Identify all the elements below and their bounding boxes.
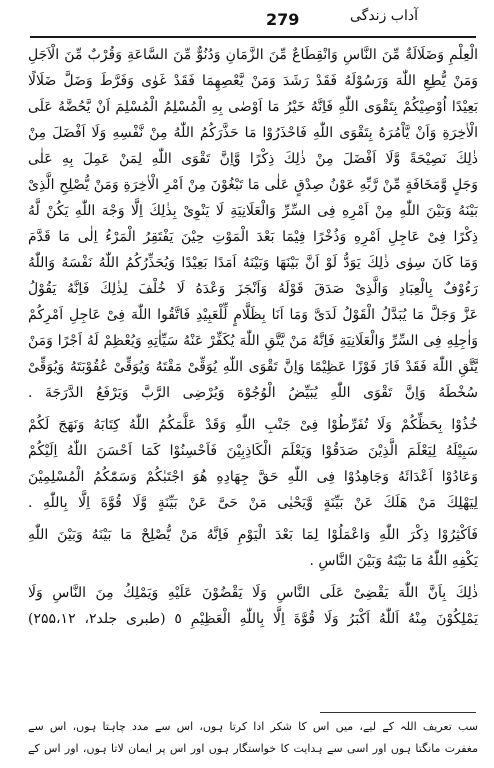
text-line: يَمْلِكُوْنَ مِنْهُ اَللّٰهُ اَكْبَرُ وَلَا قُوَّةَ اِلَّا بِاللّٰهِ الْعَظِيْمِ ٥ (طبری جلد۲، ۲۵۵،۱۲) — [28, 611, 478, 627]
paragraph — [28, 42, 478, 406]
text-line: لِيَهْلِكَ مَنْ هَلَكَ عَنْ بَيِّنَةٍ وَّيَحْيٰى مَنْ حَىَّ عَنْ بَيِّنَةٍ وَّلَا قُوَّةَ اِلَّا بِاللّٰهِ . — [28, 495, 478, 511]
text-line: وَعَادُوْا اَعْدَائَهُ وَجَاهِدُوْا فِى اللّٰهِ حَقَّ جِهَادِهِ هُوَ اجْتَبٰكُمْ وَسَمّٰكُمُ الْمُسْلِمِيْنَ — [28, 469, 478, 485]
urdu-translation — [28, 716, 478, 760]
text-line: بَعِيْدًا اُوْصِيْكُمْ بِتَقْوَى اللّٰهِ فَاِنَّهُ خَيْرُ مَا اَوْصٰى بِهِ الْمُسْلِمُ الْمُسْلِمَ اَنْ يَّحُضَّهُ عَلَى — [28, 99, 478, 115]
text-line: رَءُوْفٌ بِالْعِبَادِ وَالَّذِىْ صَدَقَ قَوْلَهُ وَاَنْجَزَ وَعْدَهُ لَا خُلْفَ لِذٰلِكَ فَاِنَّهُ يَقُوْلُ — [28, 281, 478, 297]
text-line: سَبِيْلَهُ لِيَعْلَمَ الَّذِيْنَ صَدَقُوْا وَيَعْلَمَ الْكَاذِبِيْنَ فَاَحْسِنُوْا كَمَا اَحْسَنَ اللّٰهُ اِلَيْكُمْ — [28, 443, 478, 459]
text-line: سُخْطَهُ وَاِنَّ تَقْوَى اللّٰهِ يُبَيِّضُ الْوُجُوْهَ وَيُرْضِى الرَّبَّ وَيَرْفَعُ الدَّرَجَةَ . — [28, 385, 478, 401]
text-line: خُذُوْا بِحَظِّكُمْ وَلَا تُفَرِّطُوْا فِىْ جَنْبِ اللّٰهِ وَقَدْ عَلَّمَكُمُ اللّٰهُ كِتَابَهُ وَنَهَجَ لَكُمْ — [28, 417, 478, 433]
text-line: فَاَكْثِرُوْا ذِكْرَ اللّٰهِ وَاعْمَلُوْا لِمَا بَعْدَ الْيَوْمِ فَاِنَّهُ مَنْ يُّصْلِحْ مَا بَيْنَهُ وَبَيْنَ اللّٰهِ — [28, 527, 478, 543]
translation-line: سب تعریف اللہ کے لیے، میں اس کا شکر ادا کرتا ہوں، اس سے مدد چاہتا ہوں، اس سے — [28, 720, 478, 733]
text-line: ذٰلِكَ نَصِيْحَةً وَّلَا اَفْضَلَ مِنْ ذٰلِكَ ذِكْرًا وَّاِنَّ تَقْوَى اللّٰهِ لِمَنْ عَمِلَ بِهِ عَلٰى — [28, 151, 478, 167]
paragraph — [28, 412, 478, 516]
paragraph — [28, 522, 478, 574]
text-line: وَجَلٍ وَّمَخَافَةٍ مِّنْ رَّبِّهِ عَوْنُ صِدْقٍ عَلٰى مَا تَبْغُوْنَ مِنْ اَمْرِ الْاٰخِرَةِ وَمَنْ يُّصْلِحِ الَّذِىْ — [28, 177, 478, 193]
footnote-divider — [320, 712, 476, 713]
page-number: 279 — [266, 10, 300, 29]
text-line: وَاٰجِلِهِ فِى السِّرِّ وَالْعَلَانِيَةِ فَاِنَّهُ مَنْ يَّتَّقِ اللّٰهَ يُكَفِّرْ عَنْهُ سَيِّاٰتِهِ وَيُعْظِمْ لَهُ اَجْرًا وَمَنْ — [28, 333, 478, 349]
running-title: آداب زندگی — [350, 8, 418, 24]
arabic-body-text — [28, 42, 478, 632]
text-line: وَمَا كَانَ سِوٰى ذٰلِكَ يَوَدُّ لَوْ اَنَّ بَيْنَهَا وَبَيْنَهُ اَمَدًا بَعِيْدًا وَيُحَذِّرُكُمُ اللّٰهُ نَفْسَهُ وَاللّٰهُ — [28, 255, 478, 271]
text-line: يَكْفِهِ اللّٰهُ مَا بَيْنَهُ وَبَيْنَ النَّاسِ . — [309, 553, 478, 569]
text-line: عَزَّ وَجَلَّ مَا يُبَدَّلُ الْقَوْلُ لَدَىَّ وَمَا اَنَا بِظَلَّامٍ لِّلْعَبِيْدِ فَاتَّقُوا اللّٰهَ فِىْ عَاجِلِ اَمْرِكُمْ — [28, 307, 478, 323]
text-line: الْعِلْمِ وَضَلَالَةٌ مِّنَ النَّاسِ وَانْقِطَاعٌ مِّنَ الزَّمَانِ وَدُنُوٌّ مِّنَ السَّاعَةِ وَقُرْبٌ مِّنَ الْاَجَلِ — [28, 47, 478, 63]
page-header — [30, 6, 476, 38]
text-line: وَمَنْ يُّطِعِ اللّٰهَ وَرَسُوْلَهُ فَقَدْ رَشَدَ وَمَنْ يَّعْصِهِمَا فَقَدْ غَوٰى وَفَرَّطَ وَضَلَّ ضَلَالًا — [28, 73, 478, 89]
translation-line: مغفرت مانگتا ہوں اور اسی سے ہدایت کا خواستگار ہوں اور اس پر ایمان لاتا ہوں، اور اس کے — [28, 742, 478, 755]
paragraph — [28, 580, 478, 632]
text-line: بَيْنَهُ وَبَيْنَ اللّٰهِ مِنْ اَمْرِهِ فِى السِّرِّ وَالْعَلَانِيَةِ لَا يَنْوِىْ بِذٰلِكَ اِلَّا وَجْهَ اللّٰهِ يَكُنْ لَّهُ — [28, 203, 478, 219]
text-line: ذِكْرًا فِىْ عَاجِلِ اَمْرِهِ وَذُخْرًا فِيْمَا بَعْدَ الْمَوْتِ حِيْنَ يَفْتَقِرُ الْمَرْءُ اِلٰى مَا قَدَّمَ — [28, 229, 478, 245]
text-line: الْاٰخِرَةِ وَاَنْ يَّاْمُرَهُ بِتَقْوَى اللّٰهِ فَاحْذَرُوْا مَا حَذَّرَكُمُ اللّٰهُ مِنْ نَّفْسِهِ وَلَا اَفْضَلَ مِنْ — [28, 125, 478, 141]
text-line: ذٰلِكَ بِاَنَّ اللّٰهَ يَقْضِىْ عَلَى النَّاسِ وَلَا يَقْضُوْنَ عَلَيْهِ وَيَمْلِكُ مِنَ النَّاسِ وَلَا — [28, 585, 478, 601]
text-line: يَّتَّقِ اللّٰهَ فَقَدْ فَازَ فَوْزًا عَظِيْمًا وَاِنَّ تَقْوَى اللّٰهِ يُوَقِّىْ مَقْتَهُ وَيُوَقِّىْ عُقُوْبَتَهُ وَيُوَقِّىْ — [28, 359, 478, 375]
